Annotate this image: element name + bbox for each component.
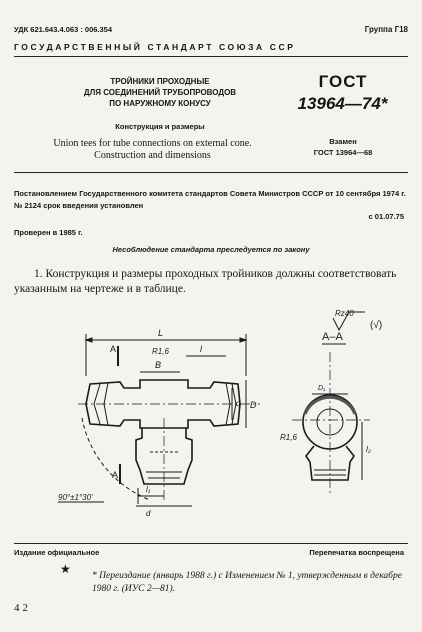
tee-drawing: [0, 300, 422, 540]
english-title-line: Union tees for tube connections on external cone.: [53, 138, 252, 149]
english-title-line: Construction and dimensions: [94, 150, 211, 161]
header-rule: [14, 56, 408, 57]
label-l2: l₂: [366, 445, 371, 454]
angle-arc: [82, 418, 150, 500]
group-code: Группа Г18: [364, 25, 408, 34]
footer-rule: [14, 543, 408, 544]
effective-date: с 01.07.75: [368, 212, 404, 221]
english-title: [30, 138, 275, 162]
label-radius-top: R1,6: [152, 347, 169, 356]
label-d-bottom: d: [146, 509, 151, 518]
russian-title-line: ДЛЯ СОЕДИНЕНИЙ ТРУБОПРОВОДОВ: [83, 88, 237, 97]
label-D: D: [250, 400, 257, 410]
label-A-top: А: [110, 344, 117, 354]
checked-year: Проверен в 1985 г.: [14, 228, 83, 237]
decree-text: Постановлением Государственного комитета стандартов Совета Министров СССР от 10 сентября 1974 г. № 2124 срок введения установлен: [14, 189, 406, 210]
clause-1: 1. Конструкция и размеры проходных тройников должны соответствовать указанным на чертеже и в таблице.: [14, 268, 397, 295]
label-B: B: [155, 360, 162, 370]
reprint-prohibited: Перепечатка воспрещена: [309, 548, 404, 557]
replaces-standard: ГОСТ 13964—68: [313, 148, 373, 157]
label-A-bottom: А: [112, 470, 119, 480]
title-rule: [14, 172, 408, 173]
check-mark-label: (√): [370, 320, 383, 331]
star-mark: ★: [60, 562, 71, 576]
label-L: L: [158, 328, 164, 338]
russian-title-line: ПО НАРУЖНОМУ КОНУСУ: [109, 99, 211, 108]
roughness-label: Rz40: [335, 309, 354, 318]
russian-title-line: ТРОЙНИКИ ПРОХОДНЫЕ: [110, 77, 210, 86]
label-l1: l₁: [146, 485, 151, 494]
state-standard-heading: ГОСУДАРСТВЕННЫЙ СТАНДАРТ СОЮЗА ССР: [14, 42, 296, 52]
replaces-label: Взамен: [329, 137, 357, 146]
official-edition: Издание официальное: [14, 548, 100, 557]
label-D1: D₁: [318, 385, 326, 392]
label-l: l: [200, 344, 202, 354]
law-notice: Несоблюдение стандарта преследуется по закону: [112, 245, 310, 254]
section-label: А–А: [322, 331, 343, 343]
page-number: 42: [14, 602, 31, 614]
label-radius-side: R1,6: [280, 433, 297, 442]
label-d: d: [236, 399, 241, 408]
russian-subtitle: Конструкция и размеры: [115, 122, 205, 131]
reissue-note: * Переиздание (январь 1988 г.) с Изменением № 1, утвержденным в декабре 1980 г. (ИУС 2—81).: [92, 571, 402, 594]
label-angle: 90°±1°30': [58, 493, 93, 502]
udk-code: УДК 621.643.4.063 : 006.354: [14, 25, 113, 34]
gost-number: 13964—74*: [297, 94, 388, 113]
gost-label: ГОСТ: [318, 72, 368, 91]
russian-title: [60, 76, 260, 109]
